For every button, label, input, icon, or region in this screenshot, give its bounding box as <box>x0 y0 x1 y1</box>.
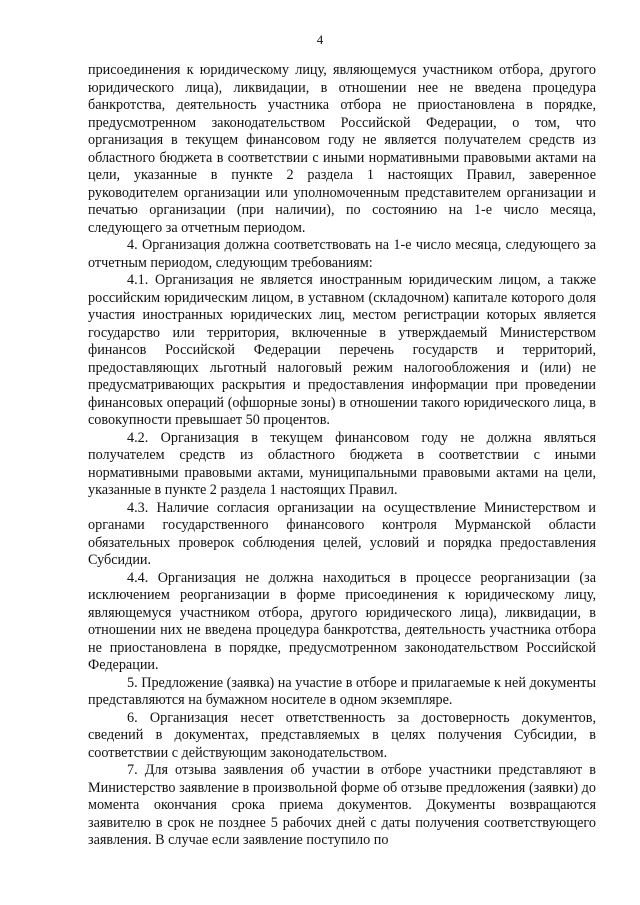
paragraph-item-7: 7. Для отзыва заявления об участии в отборе участники представляют в Министерство заявление в произвольной форме об отзыве предложения (заявки) до момента окончания срока приема документов. Документы возвращаются заявителю в срок не позднее 5 рабочих дней с даты получения соответствующего заявления. В случае если заявление поступило по <box>88 762 596 848</box>
document-body <box>88 62 596 850</box>
paragraph-item-4-3: 4.3. Наличие согласия организации на осуществление Министерством и органами государственного финансового контроля Мурманской области обязательных проверок соблюдения целей, условий и порядка предоставления Субсидии. <box>88 499 596 568</box>
paragraph-continuation: присоединения к юридическому лицу, являющемуся участником отбора, другого юридического лица), ликвидации, в отношении нее не введена процедура банкротства, деятельность участника отбора не приостановлена в порядке, предусмотренном законодательством Российской Федерации, о том, что организация в текущем финансовом году не является получателем средств из областного бюджета в соответствии с иными нормативными правовыми актами на цели, указанные в пункте 2 раздела 1 настоящих Правил, заверенное руководителем организации или уполномоченным представителем организации и печатью организации (при наличии), по состоянию на 1-е число месяца, следующего за отчетным периодом. <box>88 62 596 236</box>
paragraph-item-4-2: 4.2. Организация в текущем финансовом году не должна являться получателем средств из областного бюджета в соответствии с иными нормативными правовыми актами, муниципальными правовыми актами на цели, указанные в пункте 2 раздела 1 настоящих Правил. <box>88 429 596 498</box>
page-number: 4 <box>316 32 324 47</box>
paragraph-item-4-1: 4.1. Организация не является иностранным юридическим лицом, а также российским юридическим лицом, в уставном (складочном) капитале которого доля участия иностранных юридических лиц, местом регистрации которых является государство или территория, включенные в утверждаемый Министерством финансов Российской Федерации перечень государств и территорий, предоставляющих льготный налоговый режим налогообложения и (или) не предусматривающих раскрытия и предоставления информации при проведении финансовых операций (офшорные зоны) в отношении такого юридического лица, в совокупности превышает 50 процентов. <box>88 272 596 428</box>
paragraph-item-4-4: 4.4. Организация не должна находиться в процессе реорганизации (за исключением реорганизации в форме присоединения к юридическому лицу, являющемуся участником отбора, другого юридического лица), ликвидации, в отношении них не введена процедура банкротства, деятельность участника отбора не приостановлена в порядке, предусмотренном законодательством Российской Федерации. <box>88 569 596 673</box>
paragraph-item-5: 5. Предложение (заявка) на участие в отборе и прилагаемые к ней документы представляются на бумажном носителе в одном экземпляре. <box>88 674 596 708</box>
paragraph-item-6: 6. Организация несет ответственность за достоверность документов, сведений в документах, представляемых в целях получения Субсидии, в соответствии с действующим законодательством. <box>88 709 596 761</box>
paragraph-item-4: 4. Организация должна соответствовать на 1-е число месяца, следующего за отчетным периодом, следующим требованиям: <box>88 237 596 271</box>
